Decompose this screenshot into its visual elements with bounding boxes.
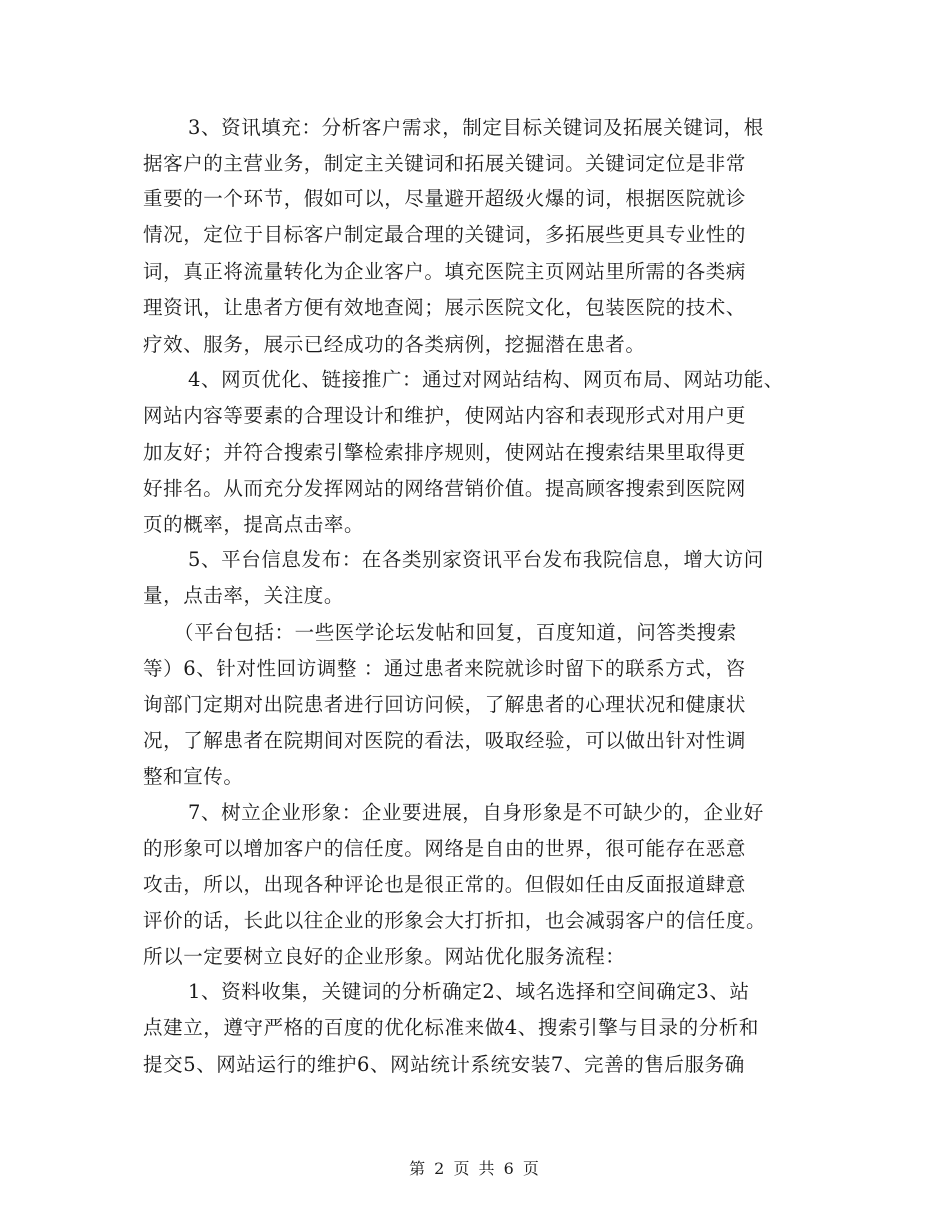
text-line: 词，真正将流量转化为企业客户。填充医院主页网站里所需的各类病 [143,260,747,283]
text-line: 点建立，遵守严格的百度的优化标准来做4、搜索引擎与目录的分析和 [143,1016,760,1039]
text-line: 网站内容等要素的合理设计和维护，使网站内容和表现形式对用户更 [143,404,747,427]
text-line: 评价的话，长此以往企业的形象会大打折扣，也会减弱客户的信任度。 [143,909,767,932]
text-line: 提交5、网站运行的维护6、网站统计系统安装7、完善的售后服务确 [143,1053,745,1076]
text-line: 5、平台信息发布：在各类别家资讯平台发布我院信息，增大访问 [188,548,764,571]
text-line: 询部门定期对出院患者进行回访问候，了解患者的心理状况和健康状 [143,693,747,716]
text-line: 据客户的主营业务，制定主关键词和拓展关键词。关键词定位是非常 [143,152,747,175]
text-line: 7、树立企业形象：企业要进展，自身形象是不可缺少的，企业好 [188,801,764,824]
page-number-footer: 第 2 页 共 6 页 [409,1159,541,1178]
text-line: 况，了解患者在院期间对医院的看法，吸取经验，可以做出针对性调 [143,729,747,752]
text-line: 量，点击率，关注度。 [143,584,345,607]
text-line: 3、资讯填充：分析客户需求，制定目标关键词及拓展关键词，根 [188,116,764,139]
text-line: 4、网页优化、链接推广：通过对网站结构、网页布局、网站功能、 [188,368,784,391]
text-line: 的形象可以增加客户的信任度。网络是自由的世界，很可能存在恶意 [143,837,747,860]
text-line: （平台包括：一些医学论坛发帖和回复，百度知道，问答类搜索 [174,621,737,644]
text-line: 理资讯，让患者方便有效地查阅；展示医院文化，包装医院的技术、 [143,296,747,319]
text-line: 重要的一个环节，假如可以，尽量避开超级火爆的词，根据医院就诊 [143,187,747,210]
text-line: 页的概率，提高点击率。 [143,513,365,536]
text-line: 1、资料收集，关键词的分析确定2、域名选择和空间确定3、站 [188,980,750,1003]
text-line: 情况，定位于目标客户制定最合理的关键词，多拓展些更具专业性的 [143,223,747,246]
text-line: 整和宣传。 [143,765,244,788]
text-line: 好排名。从而充分发挥网站的网络营销价值。提高顾客搜索到医院网 [143,477,747,500]
text-line: 攻击，所以，出现各种评论也是很正常的。但假如任由反面报道肆意 [143,873,747,896]
text-line: 疗效、服务，展示已经成功的各类病例，挖掘潜在患者。 [143,333,646,356]
text-line: 等）6、针对性回访调整 ：通过患者来院就诊时留下的联系方式，咨 [143,657,746,680]
text-line: 加友好；并符合搜索引擎检索排序规则，使网站在搜索结果里取得更 [143,441,747,464]
text-line: 所以一定要树立良好的企业形象。网站优化服务流程： [143,945,626,968]
